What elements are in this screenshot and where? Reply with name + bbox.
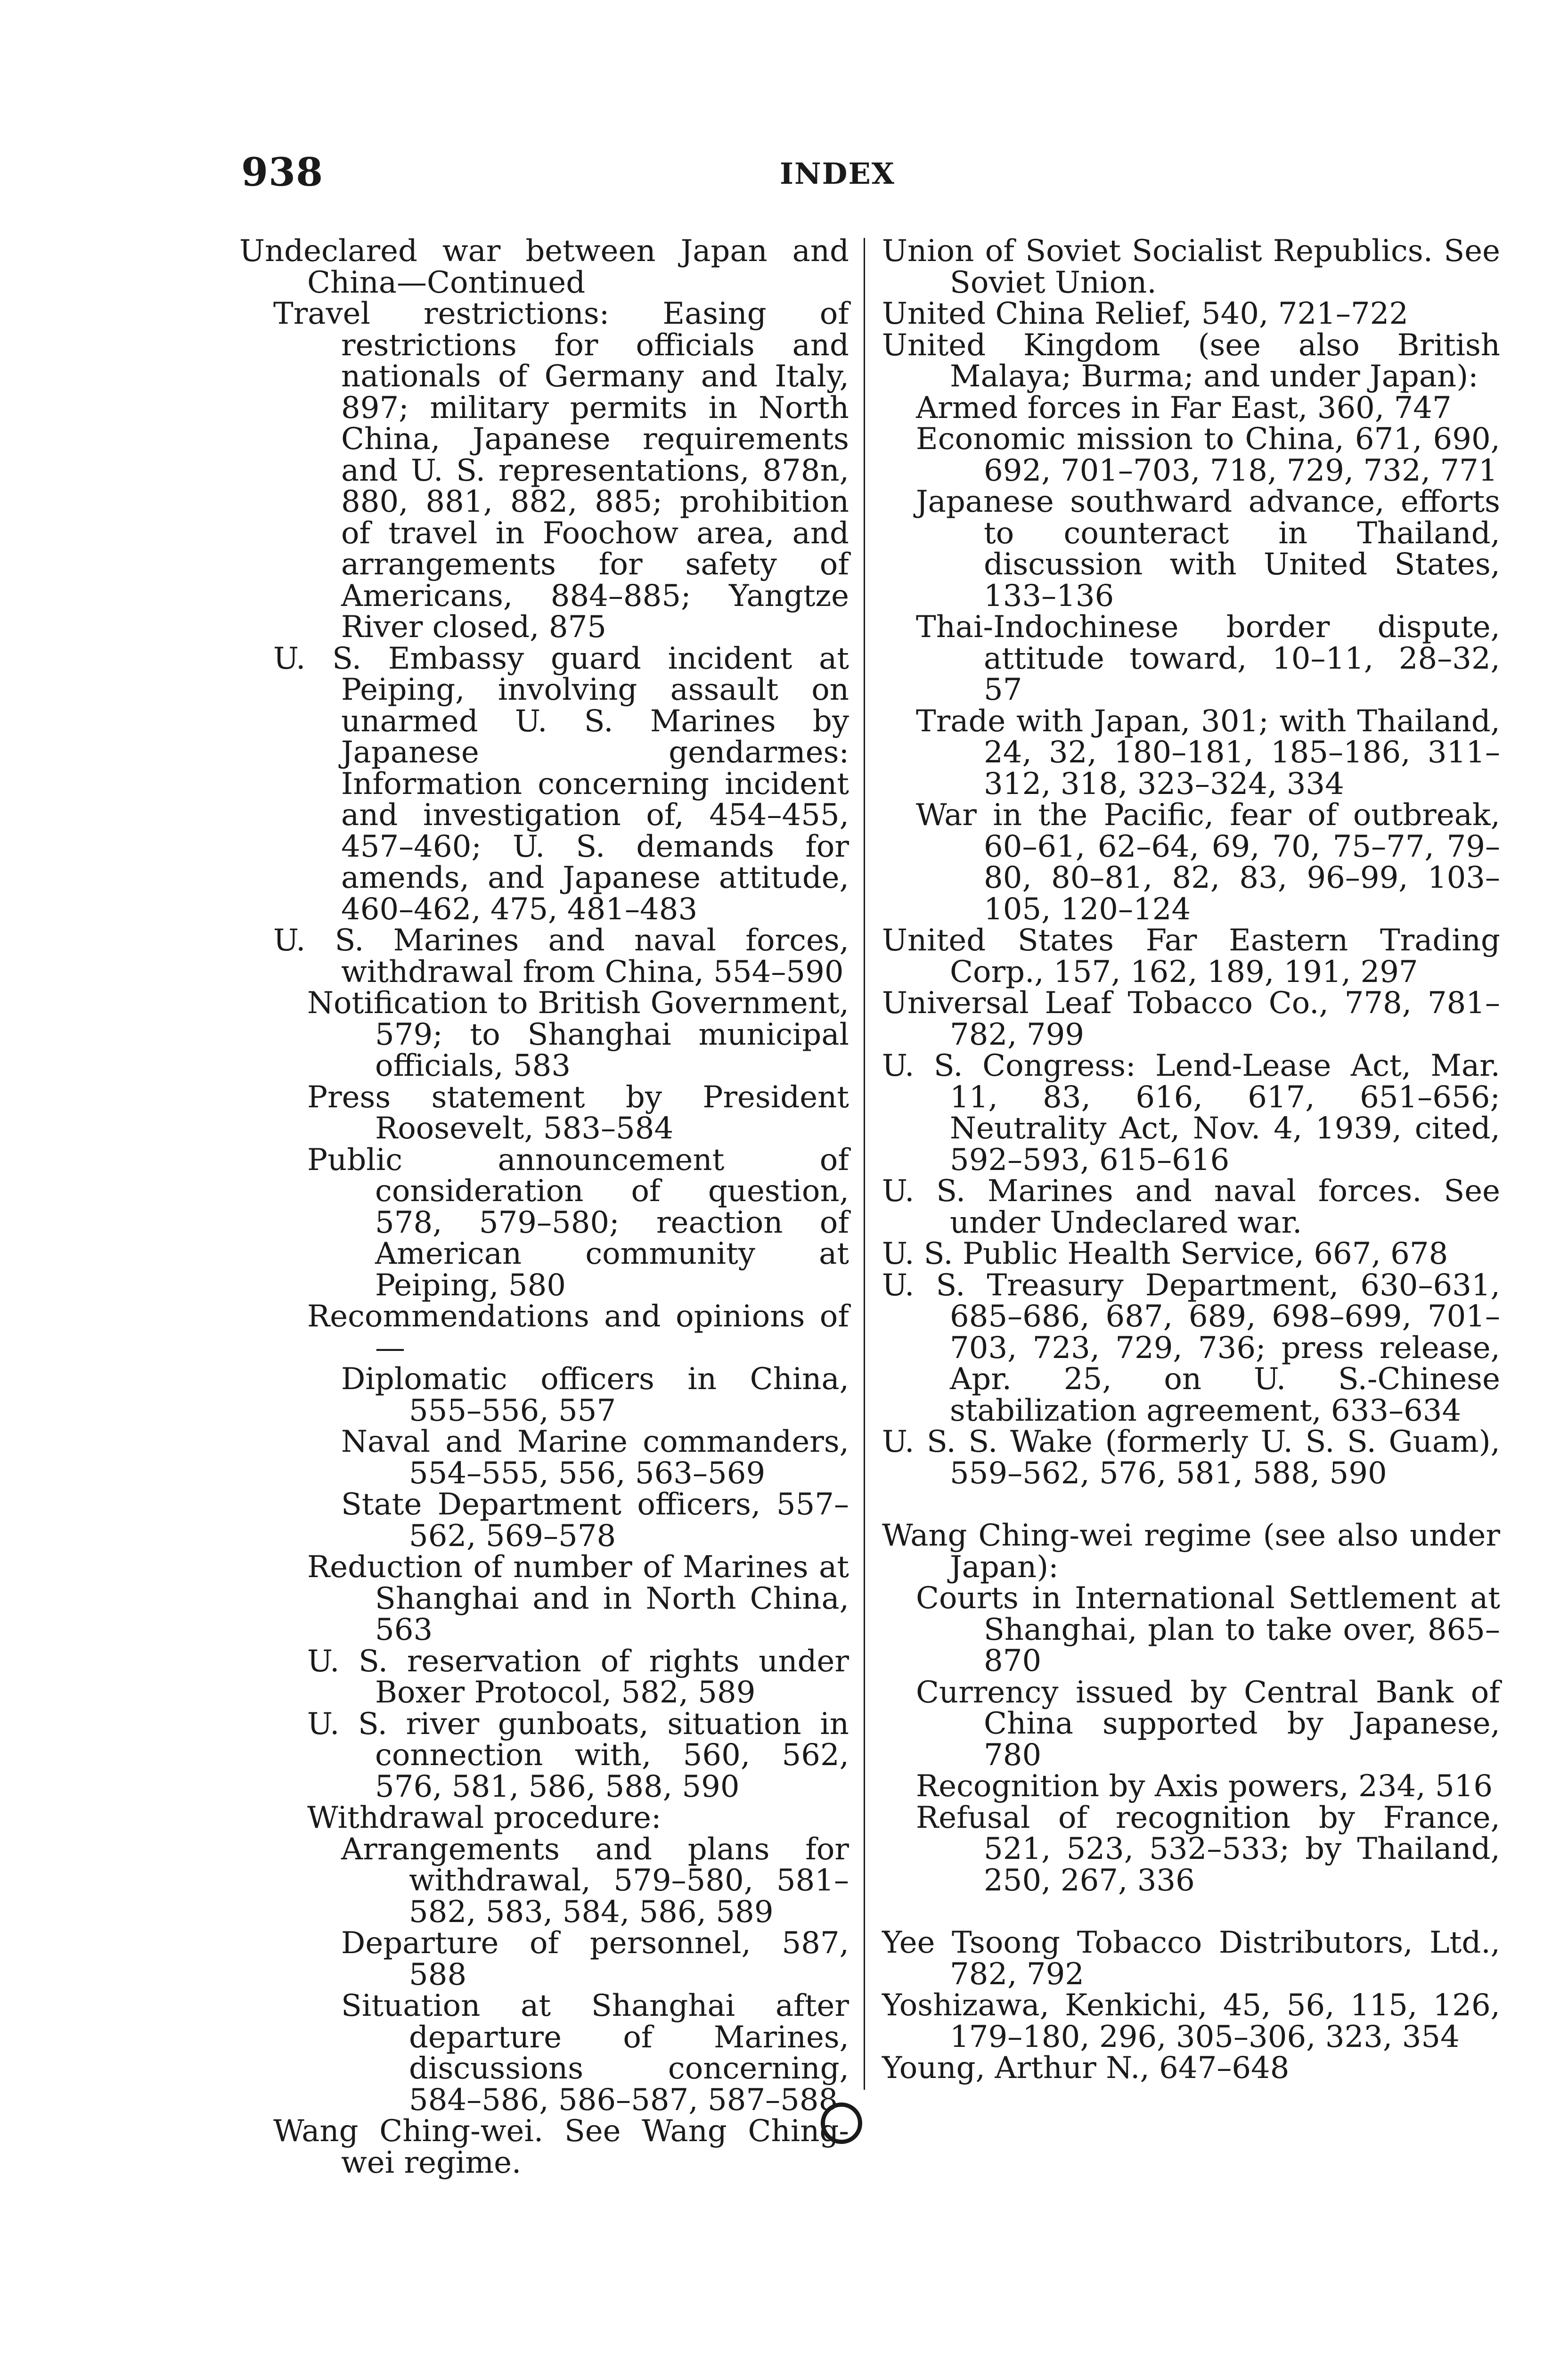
index-entry: State Department officers, 557–562, 569–578 xyxy=(341,1487,849,1554)
index-entry: Recognition by Axis powers, 234, 516 xyxy=(916,1769,1493,1804)
index-entry: Naval and Marine commanders, 554–555, 556, 563–569 xyxy=(341,1424,849,1491)
index-entry: War in the Pacific, fear of outbreak, 60–61, 62–64, 69, 70, 75–77, 79–80, 80–81, 82, 83, 96–99, 103–105, 120–124 xyxy=(916,798,1500,927)
index-entry: Notification to British Government, 579; to Shanghai municipal officials, 583 xyxy=(307,986,849,1083)
index-entry: Travel restrictions: Easing of restrictions for officials and nationals of Germany and Italy, 897; military permits in North China, Japanese requirements and U. S. representations, 878n, 880, 881, 882, 885; prohibition of travel in Foochow area, and arrangements for safety of Americans, 884–885; Yangtze River closed, 875 xyxy=(273,296,849,645)
index-entry: Thai-Indochinese border dispute, attitude toward, 10–11, 28–32, 57 xyxy=(916,610,1500,707)
index-entry: Courts in International Settlement at Shanghai, plan to take over, 865–870 xyxy=(916,1581,1500,1678)
index-entry: Departure of personnel, 587, 588 xyxy=(341,1926,849,1992)
index-entry: U. S. Marines and naval forces. See under Undeclared war. xyxy=(882,1174,1500,1240)
index-column-right xyxy=(882,236,1500,2084)
index-entry: U. S. reservation of rights under Boxer Protocol, 582, 589 xyxy=(307,1644,849,1710)
column-divider xyxy=(864,238,865,2090)
running-head: INDEX xyxy=(780,156,895,191)
index-entry: United Kingdom (see also British Malaya; Burma; and under Japan): xyxy=(882,327,1500,394)
index-entry: Universal Leaf Tobacco Co., 778, 781–782, 799 xyxy=(882,986,1500,1052)
index-entry: United States Far Eastern Trading Corp., 157, 162, 189, 191, 297 xyxy=(882,923,1500,990)
index-entry: Recommendations and opinions of— xyxy=(307,1299,849,1366)
index-entry: U. S. Treasury Department, 630–631, 685–686, 687, 689, 698–699, 701–703, 723, 729, 736; press release, Apr. 25, on U. S.-Chinese stabilization agreement, 633–634 xyxy=(882,1268,1500,1428)
index-entry: Public announcement of consideration of question, 578, 579–580; reaction of American community at Peiping, 580 xyxy=(307,1142,849,1303)
index-entry: Reduction of number of Marines at Shanghai and in North China, 563 xyxy=(307,1550,849,1647)
index-entry: U. S. river gunboats, situation in connection with, 560, 562, 576, 581, 586, 588, 590 xyxy=(307,1706,849,1804)
index-entry: United China Relief, 540, 721–722 xyxy=(882,296,1409,331)
page-number: 938 xyxy=(241,150,324,195)
index-entry: U. S. Congress: Lend-Lease Act, Mar. 11, 83, 616, 617, 651–656; Neutrality Act, Nov. 4, 1939, cited, 592–593, 615–616 xyxy=(882,1048,1500,1178)
index-entry: U. S. S. Wake (formerly U. S. S. Guam), 559–562, 576, 581, 588, 590 xyxy=(882,1424,1500,1491)
index-entry: Union of Soviet Socialist Republics. See Soviet Union. xyxy=(882,234,1500,300)
index-entry: Refusal of recognition by France, 521, 523, 532–533; by Thailand, 250, 267, 336 xyxy=(916,1800,1500,1898)
index-entry: U. S. Embassy guard incident at Peiping, involving assault on unarmed U. S. Marines by Japanese gendarmes: Information concerning incident and investigation of, 454–455, 457–460; U. S. demands for amends, and Japanese attitude, 460–462, 475, 481–483 xyxy=(273,641,849,927)
index-entry: Yee Tsoong Tobacco Distributors, Ltd., 782, 792 xyxy=(882,1925,1500,1992)
index-entry: Armed forces in Far East, 360, 747 xyxy=(916,390,1452,425)
index-entry: Economic mission to China, 671, 690, 692, 701–703, 718, 729, 732, 771 xyxy=(916,422,1500,488)
index-entry: Wang Ching-wei. See Wang Ching-wei regime. xyxy=(273,2114,849,2180)
index-entry: Young, Arthur N., 647–648 xyxy=(882,2051,1290,2086)
index-column-left xyxy=(239,236,849,2178)
index-entry: Trade with Japan, 301; with Thailand, 24, 32, 180–181, 185–186, 311–312, 318, 323–324, 334 xyxy=(916,704,1500,802)
index-entry: Undeclared war between Japan and China—Continued xyxy=(239,234,849,300)
index-entry: U. S. Marines and naval forces, withdrawal from China, 554–590 xyxy=(273,923,849,990)
index-entry: Diplomatic officers in China, 555–556, 557 xyxy=(341,1362,849,1428)
end-of-index-circle-icon xyxy=(821,2102,862,2144)
index-entry: Wang Ching-wei regime (see also under Japan): xyxy=(882,1518,1500,1585)
index-entry: Japanese southward advance, efforts to counteract in Thailand, discussion with United States, 133–136 xyxy=(916,484,1500,614)
index-entry: Situation at Shanghai after departure of Marines, discussions concerning, 584–586, 586–587, 587–588 xyxy=(341,1988,849,2118)
index-entry: Yoshizawa, Kenkichi, 45, 56, 115, 126, 179–180, 296, 305–306, 323, 354 xyxy=(882,1988,1500,2054)
index-entry: U. S. Public Health Service, 667, 678 xyxy=(882,1236,1448,1271)
index-entry: Currency issued by Central Bank of China supported by Japanese, 780 xyxy=(916,1675,1500,1773)
index-entry: Press statement by President Roosevelt, 583–584 xyxy=(307,1080,849,1146)
index-entry: Withdrawal procedure: xyxy=(307,1800,662,1835)
index-entry: Arrangements and plans for withdrawal, 579–580, 581–582, 583, 584, 586, 589 xyxy=(341,1832,849,1930)
